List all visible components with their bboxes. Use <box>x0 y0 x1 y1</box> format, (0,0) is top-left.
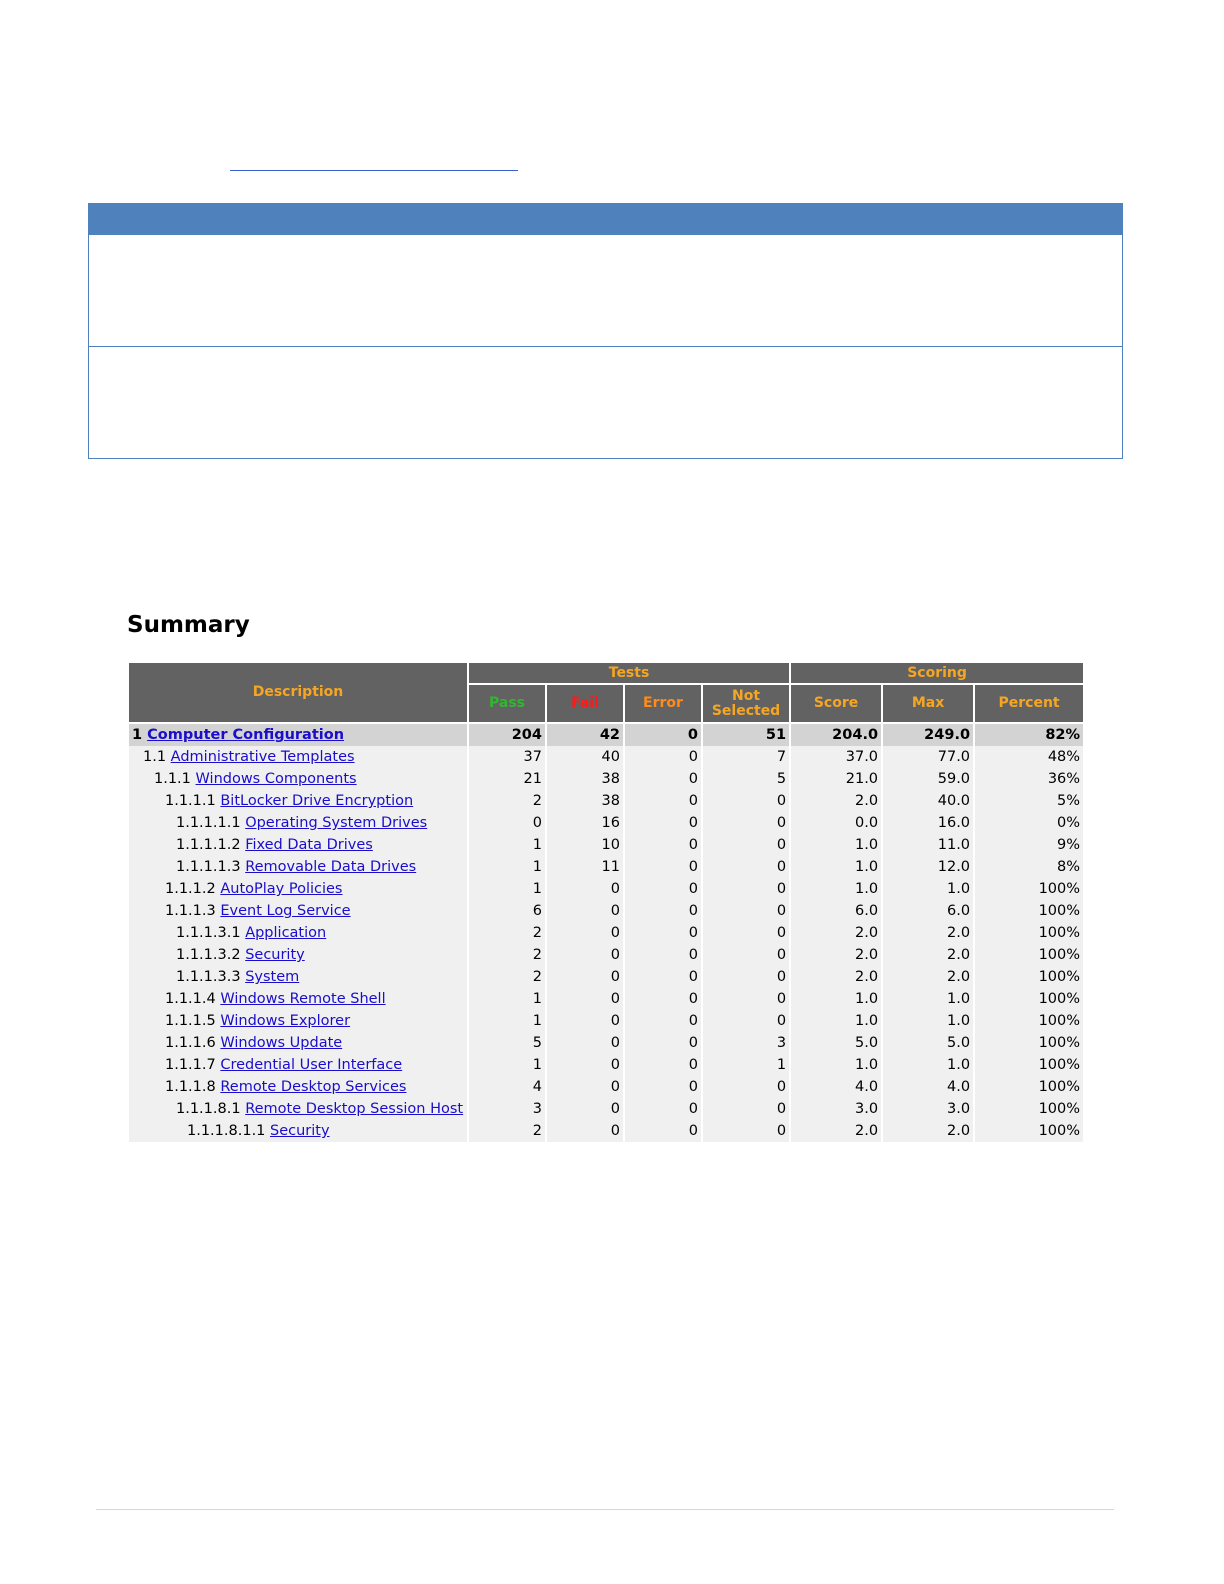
cell-pass: 2 <box>469 922 545 944</box>
row-number: 1.1.1.6 <box>165 1035 216 1051</box>
cell-fail: 42 <box>547 724 623 746</box>
cell-fail: 38 <box>547 790 623 812</box>
cell-fail: 0 <box>547 1076 623 1098</box>
row-description <box>129 944 467 966</box>
cell-percent: 100% <box>975 966 1083 988</box>
cell-error: 0 <box>625 966 701 988</box>
row-link[interactable]: Windows Components <box>195 771 357 787</box>
cell-error: 0 <box>625 1032 701 1054</box>
cell-score: 2.0 <box>791 944 881 966</box>
cell-score: 0.0 <box>791 812 881 834</box>
col-header-description: Description <box>129 663 467 724</box>
cell-pass: 0 <box>469 812 545 834</box>
row-number: 1.1.1 <box>154 771 191 787</box>
row-description <box>129 1076 467 1098</box>
row-link[interactable]: AutoPlay Policies <box>220 881 343 897</box>
cell-error: 0 <box>625 1010 701 1032</box>
cell-max: 12.0 <box>883 856 973 878</box>
cell-score: 6.0 <box>791 900 881 922</box>
cell-error: 0 <box>625 1120 701 1142</box>
row-number: 1.1.1.8.1 <box>176 1101 241 1117</box>
summary-table <box>127 663 1085 1142</box>
row-description <box>129 1098 467 1120</box>
row-link[interactable]: Event Log Service <box>220 903 351 919</box>
cell-fail: 0 <box>547 988 623 1010</box>
table-row <box>129 1032 1083 1054</box>
cell-error: 0 <box>625 1054 701 1076</box>
cell-pass: 1 <box>469 834 545 856</box>
info-box-header <box>89 204 1122 235</box>
cell-fail: 0 <box>547 900 623 922</box>
row-link[interactable]: BitLocker Drive Encryption <box>220 793 414 809</box>
col-header-error: Error <box>625 685 701 724</box>
cell-pass: 5 <box>469 1032 545 1054</box>
cell-percent: 100% <box>975 1054 1083 1076</box>
cell-score: 1.0 <box>791 856 881 878</box>
row-description <box>129 790 467 812</box>
cell-pass: 1 <box>469 1054 545 1076</box>
cell-pass: 1 <box>469 1010 545 1032</box>
row-link[interactable]: Removable Data Drives <box>245 859 417 875</box>
table-row <box>129 1010 1083 1032</box>
row-link[interactable]: Credential User Interface <box>220 1057 403 1073</box>
cell-not-selected: 0 <box>703 790 789 812</box>
table-row <box>129 768 1083 790</box>
cell-pass: 1 <box>469 988 545 1010</box>
cell-pass: 21 <box>469 768 545 790</box>
cell-percent: 100% <box>975 1032 1083 1054</box>
col-header-percent: Percent <box>975 685 1083 724</box>
cell-percent: 100% <box>975 1120 1083 1142</box>
cell-error: 0 <box>625 724 701 746</box>
row-link[interactable]: Fixed Data Drives <box>245 837 373 853</box>
cell-not-selected: 0 <box>703 988 789 1010</box>
cell-pass: 4 <box>469 1076 545 1098</box>
info-box <box>88 203 1123 459</box>
cell-error: 0 <box>625 812 701 834</box>
col-header-score: Score <box>791 685 881 724</box>
top-link-underline <box>230 170 518 171</box>
cell-percent: 48% <box>975 746 1083 768</box>
cell-percent: 100% <box>975 944 1083 966</box>
table-row <box>129 812 1083 834</box>
cell-not-selected: 5 <box>703 768 789 790</box>
cell-error: 0 <box>625 878 701 900</box>
cell-not-selected: 51 <box>703 724 789 746</box>
row-number: 1.1.1.3 <box>165 903 216 919</box>
cell-pass: 1 <box>469 856 545 878</box>
cell-max: 6.0 <box>883 900 973 922</box>
cell-pass: 204 <box>469 724 545 746</box>
cell-fail: 0 <box>547 1054 623 1076</box>
cell-error: 0 <box>625 1098 701 1120</box>
cell-fail: 0 <box>547 922 623 944</box>
cell-max: 2.0 <box>883 966 973 988</box>
row-description <box>129 1032 467 1054</box>
cell-not-selected: 0 <box>703 1120 789 1142</box>
cell-fail: 0 <box>547 1098 623 1120</box>
row-number: 1.1.1.3.3 <box>176 969 241 985</box>
cell-score: 1.0 <box>791 988 881 1010</box>
cell-score: 2.0 <box>791 966 881 988</box>
table-row <box>129 922 1083 944</box>
row-number: 1.1.1.8.1.1 <box>187 1123 266 1139</box>
cell-max: 249.0 <box>883 724 973 746</box>
cell-score: 2.0 <box>791 790 881 812</box>
col-header-fail: Fail <box>547 685 623 724</box>
table-row <box>129 1076 1083 1098</box>
cell-not-selected: 3 <box>703 1032 789 1054</box>
footer-rule <box>96 1509 1114 1510</box>
cell-error: 0 <box>625 790 701 812</box>
row-number: 1 <box>132 727 143 743</box>
cell-error: 0 <box>625 922 701 944</box>
cell-max: 1.0 <box>883 988 973 1010</box>
table-row <box>129 988 1083 1010</box>
row-number: 1.1.1.7 <box>165 1057 216 1073</box>
cell-fail: 11 <box>547 856 623 878</box>
row-number: 1.1.1.1 <box>165 793 216 809</box>
cell-fail: 0 <box>547 1120 623 1142</box>
table-row <box>129 944 1083 966</box>
row-number: 1.1.1.1.1 <box>176 815 241 831</box>
row-description <box>129 1010 467 1032</box>
cell-error: 0 <box>625 944 701 966</box>
info-box-row <box>89 347 1122 459</box>
row-link[interactable]: Administrative Templates <box>170 749 355 765</box>
cell-fail: 38 <box>547 768 623 790</box>
row-description <box>129 856 467 878</box>
cell-percent: 100% <box>975 1098 1083 1120</box>
cell-not-selected: 0 <box>703 856 789 878</box>
row-link[interactable]: Security <box>270 1123 330 1139</box>
cell-fail: 10 <box>547 834 623 856</box>
table-row <box>129 856 1083 878</box>
col-group-tests: Tests <box>469 663 789 685</box>
cell-percent: 100% <box>975 878 1083 900</box>
row-description <box>129 746 467 768</box>
row-link[interactable]: Remote Desktop Session Host <box>245 1101 464 1117</box>
cell-score: 204.0 <box>791 724 881 746</box>
cell-score: 1.0 <box>791 878 881 900</box>
cell-max: 2.0 <box>883 922 973 944</box>
cell-not-selected: 0 <box>703 966 789 988</box>
cell-pass: 3 <box>469 1098 545 1120</box>
cell-max: 2.0 <box>883 944 973 966</box>
cell-fail: 0 <box>547 944 623 966</box>
table-row <box>129 724 1083 746</box>
cell-score: 5.0 <box>791 1032 881 1054</box>
row-link[interactable]: System <box>245 969 300 985</box>
cell-max: 77.0 <box>883 746 973 768</box>
cell-error: 0 <box>625 746 701 768</box>
row-description <box>129 834 467 856</box>
cell-pass: 2 <box>469 790 545 812</box>
cell-error: 0 <box>625 988 701 1010</box>
row-description <box>129 768 467 790</box>
cell-pass: 1 <box>469 878 545 900</box>
row-number: 1.1.1.1.3 <box>176 859 241 875</box>
cell-score: 37.0 <box>791 746 881 768</box>
table-row <box>129 790 1083 812</box>
row-number: 1.1.1.3.1 <box>176 925 241 941</box>
cell-score: 1.0 <box>791 1010 881 1032</box>
row-description <box>129 724 467 746</box>
cell-error: 0 <box>625 856 701 878</box>
cell-percent: 100% <box>975 900 1083 922</box>
cell-percent: 9% <box>975 834 1083 856</box>
cell-max: 11.0 <box>883 834 973 856</box>
row-link[interactable]: Remote Desktop Services <box>220 1079 407 1095</box>
cell-score: 4.0 <box>791 1076 881 1098</box>
cell-max: 5.0 <box>883 1032 973 1054</box>
cell-percent: 5% <box>975 790 1083 812</box>
cell-not-selected: 7 <box>703 746 789 768</box>
row-description <box>129 812 467 834</box>
cell-max: 3.0 <box>883 1098 973 1120</box>
col-header-max: Max <box>883 685 973 724</box>
cell-fail: 0 <box>547 966 623 988</box>
cell-fail: 0 <box>547 1032 623 1054</box>
cell-percent: 100% <box>975 988 1083 1010</box>
cell-max: 40.0 <box>883 790 973 812</box>
cell-not-selected: 0 <box>703 1076 789 1098</box>
cell-max: 16.0 <box>883 812 973 834</box>
row-link[interactable]: Operating System Drives <box>245 815 428 831</box>
cell-not-selected: 0 <box>703 878 789 900</box>
cell-percent: 0% <box>975 812 1083 834</box>
cell-not-selected: 0 <box>703 922 789 944</box>
table-row <box>129 1098 1083 1120</box>
table-row <box>129 1120 1083 1142</box>
cell-not-selected: 0 <box>703 834 789 856</box>
cell-pass: 2 <box>469 944 545 966</box>
row-number: 1.1.1.1.2 <box>176 837 241 853</box>
row-description <box>129 1054 467 1076</box>
cell-pass: 6 <box>469 900 545 922</box>
cell-fail: 16 <box>547 812 623 834</box>
cell-fail: 40 <box>547 746 623 768</box>
cell-not-selected: 1 <box>703 1054 789 1076</box>
cell-not-selected: 0 <box>703 1010 789 1032</box>
cell-error: 0 <box>625 900 701 922</box>
row-link[interactable]: Windows Remote Shell <box>220 991 386 1007</box>
table-row <box>129 878 1083 900</box>
cell-not-selected: 0 <box>703 900 789 922</box>
cell-score: 1.0 <box>791 834 881 856</box>
cell-score: 21.0 <box>791 768 881 790</box>
col-header-pass: Pass <box>469 685 545 724</box>
summary-title: Summary <box>127 612 250 638</box>
row-number: 1.1 <box>143 749 167 765</box>
row-number: 1.1.1.4 <box>165 991 216 1007</box>
table-row <box>129 966 1083 988</box>
cell-max: 2.0 <box>883 1120 973 1142</box>
table-row <box>129 746 1083 768</box>
row-description <box>129 966 467 988</box>
cell-max: 4.0 <box>883 1076 973 1098</box>
row-number: 1.1.1.3.2 <box>176 947 241 963</box>
row-description <box>129 1120 467 1142</box>
row-number: 1.1.1.2 <box>165 881 216 897</box>
cell-not-selected: 0 <box>703 812 789 834</box>
cell-score: 3.0 <box>791 1098 881 1120</box>
row-number: 1.1.1.8 <box>165 1079 216 1095</box>
cell-error: 0 <box>625 1076 701 1098</box>
row-link[interactable]: Windows Update <box>220 1035 343 1051</box>
cell-percent: 100% <box>975 922 1083 944</box>
table-row <box>129 834 1083 856</box>
cell-max: 1.0 <box>883 1010 973 1032</box>
row-number: 1.1.1.5 <box>165 1013 216 1029</box>
cell-max: 59.0 <box>883 768 973 790</box>
row-description <box>129 900 467 922</box>
table-row <box>129 1054 1083 1076</box>
cell-error: 0 <box>625 834 701 856</box>
row-link[interactable]: Windows Explorer <box>220 1013 351 1029</box>
row-description <box>129 922 467 944</box>
cell-percent: 36% <box>975 768 1083 790</box>
cell-error: 0 <box>625 768 701 790</box>
col-header-not-selected: Not Selected <box>703 685 789 724</box>
cell-pass: 37 <box>469 746 545 768</box>
table-row <box>129 900 1083 922</box>
cell-percent: 100% <box>975 1076 1083 1098</box>
cell-not-selected: 0 <box>703 1098 789 1120</box>
row-link[interactable]: Application <box>245 925 327 941</box>
cell-fail: 0 <box>547 878 623 900</box>
cell-score: 2.0 <box>791 1120 881 1142</box>
cell-not-selected: 0 <box>703 944 789 966</box>
cell-pass: 2 <box>469 1120 545 1142</box>
info-box-row <box>89 235 1122 347</box>
cell-score: 2.0 <box>791 922 881 944</box>
cell-max: 1.0 <box>883 878 973 900</box>
row-link[interactable]: Security <box>245 947 305 963</box>
cell-percent: 8% <box>975 856 1083 878</box>
cell-percent: 100% <box>975 1010 1083 1032</box>
row-description <box>129 988 467 1010</box>
row-link[interactable]: Computer Configuration <box>147 727 345 743</box>
cell-max: 1.0 <box>883 1054 973 1076</box>
row-description <box>129 878 467 900</box>
cell-pass: 2 <box>469 966 545 988</box>
cell-score: 1.0 <box>791 1054 881 1076</box>
cell-fail: 0 <box>547 1010 623 1032</box>
cell-percent: 82% <box>975 724 1083 746</box>
col-group-scoring: Scoring <box>791 663 1083 685</box>
